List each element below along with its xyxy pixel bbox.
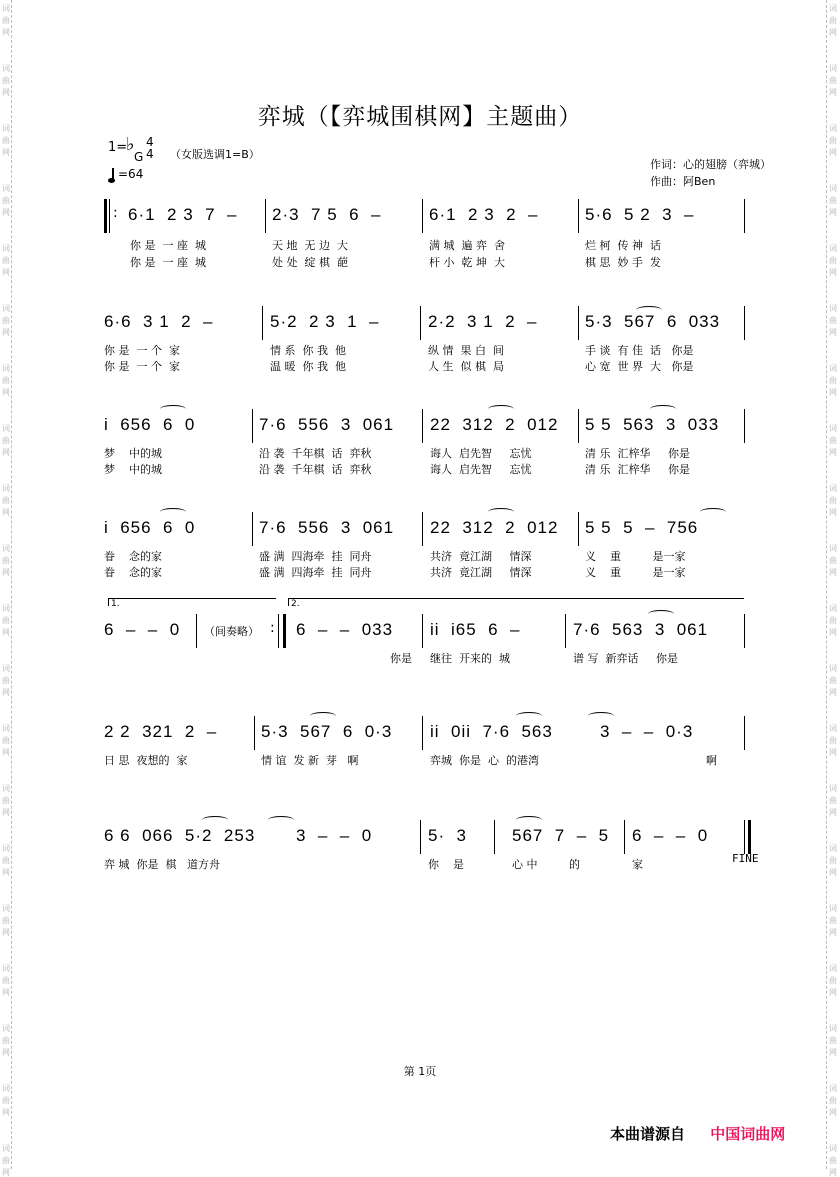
- watermark-glyph: 网: [829, 268, 837, 277]
- measure: 5·3 567 6 033: [585, 312, 721, 331]
- lyric: 纵 情 果 白 间: [428, 344, 504, 357]
- lyric: 盛 满 四海牵 挂 同舟: [259, 550, 372, 563]
- watermark-glyph: 网: [829, 568, 837, 577]
- watermark-glyph: 词: [829, 244, 837, 253]
- key-signature: 1= ♭ G 4 4: [108, 134, 154, 164]
- watermark-glyph: 曲: [2, 616, 10, 625]
- watermark-glyph: 网: [2, 868, 10, 877]
- watermark-glyph: 词: [829, 1084, 837, 1093]
- watermark-glyph: 词: [829, 544, 837, 553]
- watermark-glyph: 词: [2, 484, 10, 493]
- watermark-glyph: 曲: [829, 616, 837, 625]
- fine-mark: FINE: [732, 852, 759, 865]
- measure: ii i65 6 –: [430, 620, 521, 639]
- lyric: 诲人 启先智 忘忧: [430, 463, 532, 476]
- watermark-glyph: 曲: [2, 676, 10, 685]
- watermark-glyph: 词: [2, 124, 10, 133]
- watermark-glyph: 词: [829, 844, 837, 853]
- watermark-glyph: 曲: [829, 376, 837, 385]
- lyric: 满 城 遍 弈 舍: [429, 239, 505, 252]
- watermark-glyph: 网: [829, 808, 837, 817]
- watermark-glyph: 网: [2, 268, 10, 277]
- watermark-glyph: 网: [2, 448, 10, 457]
- lyric: 天 地 无 边 大: [272, 239, 348, 252]
- lyric: 人 生 似 棋 局: [428, 360, 504, 373]
- repeat-dots: :: [270, 620, 275, 636]
- watermark-glyph: 曲: [829, 676, 837, 685]
- watermark-glyph: 网: [2, 928, 10, 937]
- watermark-glyph: 网: [829, 1108, 837, 1117]
- watermark-glyph: 网: [829, 868, 837, 877]
- measure: 6 6 066 5·2 253: [104, 826, 256, 845]
- watermark-glyph: 曲: [2, 736, 10, 745]
- watermark-glyph: 网: [2, 688, 10, 697]
- watermark-glyph: 词: [829, 364, 837, 373]
- watermark-glyph: 曲: [2, 976, 10, 985]
- watermark-glyph: 网: [829, 28, 837, 37]
- watermark-glyph: 词: [2, 1024, 10, 1033]
- watermark-glyph: 网: [2, 1108, 10, 1117]
- watermark-glyph: 网: [2, 988, 10, 997]
- lyric: 弈 城 你是 棋 道方舟: [104, 858, 220, 871]
- flat-icon: ♭: [126, 134, 135, 155]
- watermark-glyph: 词: [829, 304, 837, 313]
- watermark-glyph: 网: [2, 568, 10, 577]
- watermark-glyph: 曲: [2, 796, 10, 805]
- watermark-glyph: 词: [2, 1084, 10, 1093]
- watermark-glyph: 网: [829, 928, 837, 937]
- watermark-glyph: 网: [829, 628, 837, 637]
- watermark-glyph: 曲: [829, 976, 837, 985]
- measure: ii 0ii 7·6 563: [430, 722, 553, 741]
- watermark-glyph: 网: [2, 148, 10, 157]
- watermark-glyph: 词: [2, 184, 10, 193]
- composer: 作曲：阿Ben: [650, 175, 716, 188]
- lyric: 梦 中的城: [104, 447, 162, 460]
- lyric: 情 谊 发 新 芽 啊: [261, 754, 359, 767]
- lyric: 沿 袭 千年棋 话 弈秋: [259, 463, 372, 476]
- watermark-glyph: 曲: [829, 256, 837, 265]
- measure: 3 – – 0: [296, 826, 373, 845]
- watermark-glyph: 网: [2, 748, 10, 757]
- measure: 5·6 5 2 3 –: [585, 205, 695, 224]
- watermark-glyph: 网: [2, 208, 10, 217]
- watermark-glyph: 网: [2, 28, 10, 37]
- measure: 3 – – 0·3: [600, 722, 694, 741]
- watermark-glyph: 曲: [829, 436, 837, 445]
- quarter-note-icon: [112, 168, 118, 180]
- watermark-glyph: 曲: [829, 496, 837, 505]
- watermark-glyph: 网: [2, 1048, 10, 1057]
- lyric: 你 是 一 个 家: [104, 360, 180, 373]
- watermark-glyph: 曲: [2, 376, 10, 385]
- watermark-glyph: 词: [2, 904, 10, 913]
- watermark-glyph: 词: [829, 424, 837, 433]
- watermark-glyph: 词: [829, 1024, 837, 1033]
- watermark-glyph: 词: [2, 544, 10, 553]
- lyric: 你 是: [428, 858, 464, 871]
- lyric: 你 是 一 座 城: [130, 256, 206, 269]
- watermark-glyph: 网: [829, 388, 837, 397]
- watermark-glyph: 曲: [2, 196, 10, 205]
- watermark-glyph: 词: [829, 664, 837, 673]
- watermark-glyph: 词: [2, 424, 10, 433]
- measure: 6 – – 0: [104, 620, 181, 639]
- tempo-mark: =64: [112, 166, 143, 181]
- lyric: 梦 中的城: [104, 463, 162, 476]
- watermark-glyph: 曲: [829, 136, 837, 145]
- lyric: 诲人 启先智 忘忧: [430, 447, 532, 460]
- measure: 6·1 2 3 7 –: [128, 205, 238, 224]
- watermark-glyph: 词: [2, 1144, 10, 1153]
- watermark-glyph: 曲: [2, 856, 10, 865]
- site-name[interactable]: 中国词曲网: [710, 1125, 786, 1143]
- lyric: 谱 写 新弈话 你是: [573, 652, 678, 665]
- lyric: 弈城 你是 心 的港湾: [430, 754, 539, 767]
- watermark-glyph: 词: [2, 604, 10, 613]
- watermark-glyph: 网: [2, 88, 10, 97]
- watermark-glyph: 词: [2, 844, 10, 853]
- watermark-right: [826, 0, 840, 1177]
- measure: 7·6 556 3 061: [259, 415, 395, 434]
- measure: 7·6 563 3 061: [573, 620, 709, 639]
- volta-1: 1.: [108, 598, 276, 606]
- lyric: 心 中 的: [512, 858, 580, 871]
- watermark-glyph: 词: [2, 784, 10, 793]
- watermark-glyph: 曲: [2, 16, 10, 25]
- watermark-glyph: 曲: [829, 556, 837, 565]
- measure: 6·6 3 1 2 –: [104, 312, 214, 331]
- watermark-glyph: 曲: [2, 436, 10, 445]
- lyric: 眷 念的家: [104, 566, 162, 579]
- watermark-glyph: 网: [829, 208, 837, 217]
- watermark-glyph: 词: [829, 4, 837, 13]
- watermark-glyph: 曲: [829, 196, 837, 205]
- watermark-glyph: 网: [829, 748, 837, 757]
- measure: 6 – – 033: [296, 620, 394, 639]
- measure: i 656 6 0: [104, 415, 196, 434]
- watermark-glyph: 网: [829, 328, 837, 337]
- watermark-glyph: 曲: [829, 796, 837, 805]
- watermark-glyph: 曲: [829, 916, 837, 925]
- watermark-glyph: 网: [2, 508, 10, 517]
- measure: 2·3 7 5 6 –: [272, 205, 382, 224]
- measure: 7·6 556 3 061: [259, 518, 395, 537]
- lyric: 共济 竟江湖 情深: [430, 550, 532, 563]
- lyric: 烂 柯 传 神 话: [585, 239, 661, 252]
- watermark-glyph: 网: [829, 448, 837, 457]
- time-signature: 4 4: [146, 135, 154, 161]
- lyric: 棋 思 妙 手 发: [585, 256, 661, 269]
- lyric: 心 宽 世 界 大 你是: [585, 360, 694, 373]
- watermark-left: [0, 0, 12, 1177]
- measure: 22 312 2 012: [430, 518, 559, 537]
- measure: 5 5 5 – 756: [585, 518, 699, 537]
- page-number: 第 1页: [403, 1065, 437, 1078]
- watermark-glyph: 曲: [2, 256, 10, 265]
- watermark-glyph: 曲: [2, 76, 10, 85]
- watermark-glyph: 曲: [2, 1096, 10, 1105]
- watermark-glyph: 词: [829, 184, 837, 193]
- watermark-glyph: 网: [829, 88, 837, 97]
- volta-2: 2.: [288, 598, 744, 606]
- watermark-glyph: 曲: [829, 1036, 837, 1045]
- watermark-glyph: 曲: [2, 496, 10, 505]
- watermark-glyph: 词: [829, 964, 837, 973]
- watermark-glyph: 曲: [2, 1036, 10, 1045]
- lyric: 你 是 一 个 家: [104, 344, 180, 357]
- lyricist: 作词：心的翅膀（弈城）: [650, 158, 771, 171]
- measure: 5· 3: [428, 826, 468, 845]
- interlude-note: （间奏略）: [204, 625, 259, 638]
- watermark-glyph: 网: [2, 628, 10, 637]
- watermark-glyph: 曲: [829, 856, 837, 865]
- lyric: 手 谈 有 佳 话 你是: [585, 344, 694, 357]
- score-title: 弈城（【弈城围棋网】主题曲）: [257, 104, 583, 130]
- lyric: 沿 袭 千年棋 话 弈秋: [259, 447, 372, 460]
- watermark-glyph: 网: [829, 148, 837, 157]
- lyric: 处 处 绽 棋 葩: [272, 256, 348, 269]
- lyric: 温 暖 你 我 他: [270, 360, 346, 373]
- measure: 5·2 2 3 1 –: [270, 312, 380, 331]
- watermark-glyph: 词: [829, 784, 837, 793]
- measure: 2 2 321 2 –: [104, 722, 218, 741]
- watermark-glyph: 词: [2, 304, 10, 313]
- lyric: 你 是 一 座 城: [130, 239, 206, 252]
- watermark-glyph: 词: [2, 64, 10, 73]
- watermark-glyph: 曲: [829, 736, 837, 745]
- watermark-glyph: 词: [2, 244, 10, 253]
- watermark-glyph: 词: [829, 484, 837, 493]
- watermark-glyph: 网: [829, 508, 837, 517]
- lyric: 杆 小 乾 坤 大: [429, 256, 505, 269]
- lyric: 啊: [706, 754, 717, 767]
- watermark-glyph: 网: [2, 388, 10, 397]
- measure: 6 – – 0: [632, 826, 709, 845]
- source-credit: 本曲谱源自 中国词曲网: [610, 1125, 786, 1143]
- watermark-glyph: 网: [2, 808, 10, 817]
- lyric: 家: [632, 858, 643, 871]
- watermark-glyph: 曲: [829, 1096, 837, 1105]
- lyric: 盛 满 四海牵 挂 同舟: [259, 566, 372, 579]
- watermark-glyph: 曲: [2, 556, 10, 565]
- watermark-glyph: 词: [829, 124, 837, 133]
- lyric: 清 乐 汇梓华 你是: [585, 447, 690, 460]
- measure: 2·2 3 1 2 –: [428, 312, 538, 331]
- watermark-glyph: 词: [829, 604, 837, 613]
- lyric: 日 思 夜想的 家: [104, 754, 188, 767]
- watermark-glyph: 词: [2, 724, 10, 733]
- watermark-glyph: 曲: [829, 16, 837, 25]
- watermark-glyph: 词: [829, 904, 837, 913]
- watermark-glyph: 词: [2, 4, 10, 13]
- watermark-glyph: 曲: [2, 916, 10, 925]
- lyric: 继往 开来的 城: [430, 652, 510, 665]
- measure: i 656 6 0: [104, 518, 196, 537]
- lyric: 情 系 你 我 他: [270, 344, 346, 357]
- watermark-glyph: 网: [829, 688, 837, 697]
- measure: 6·1 2 3 2 –: [429, 205, 539, 224]
- watermark-glyph: 曲: [2, 316, 10, 325]
- watermark-glyph: 词: [2, 964, 10, 973]
- measure: 5·3 567 6 0·3: [261, 722, 393, 741]
- watermark-glyph: 网: [829, 1168, 837, 1177]
- measure: 22 312 2 012: [430, 415, 559, 434]
- watermark-glyph: 曲: [829, 316, 837, 325]
- watermark-glyph: 网: [2, 1168, 10, 1177]
- lyric: 义 重 是一家: [585, 566, 686, 579]
- watermark-glyph: 词: [829, 724, 837, 733]
- watermark-glyph: 曲: [829, 76, 837, 85]
- lyric: 眷 念的家: [104, 550, 162, 563]
- measure: 5 5 563 3 033: [585, 415, 720, 434]
- version-tag: （女版选调1=B）: [170, 148, 260, 161]
- lyric: 义 重 是一家: [585, 550, 686, 563]
- watermark-glyph: 曲: [829, 1156, 837, 1165]
- lyric: 清 乐 汇梓华 你是: [585, 463, 690, 476]
- credits: [650, 156, 771, 190]
- lyric: 共济 竟江湖 情深: [430, 566, 532, 579]
- measure: 567 7 – 5: [512, 826, 610, 845]
- lyric: 你是: [390, 652, 412, 665]
- watermark-glyph: 网: [829, 988, 837, 997]
- watermark-glyph: 词: [829, 64, 837, 73]
- watermark-glyph: 曲: [2, 1156, 10, 1165]
- watermark-glyph: 网: [829, 1048, 837, 1057]
- watermark-glyph: 词: [2, 364, 10, 373]
- watermark-glyph: 词: [2, 664, 10, 673]
- watermark-glyph: 网: [2, 328, 10, 337]
- watermark-glyph: 词: [829, 1144, 837, 1153]
- watermark-glyph: 曲: [2, 136, 10, 145]
- repeat-dots: :: [113, 205, 118, 221]
